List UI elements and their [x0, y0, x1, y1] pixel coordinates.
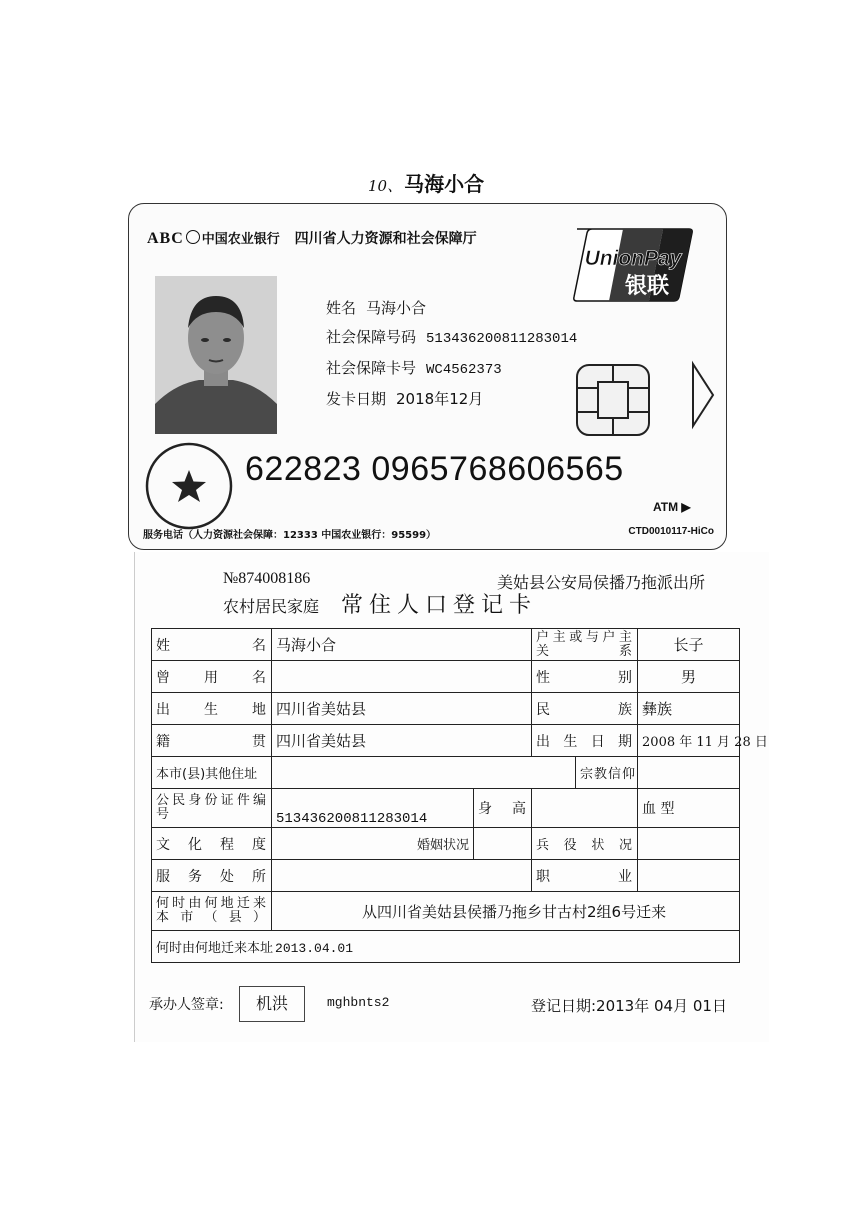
blood-type-label: 血 型	[642, 801, 675, 817]
hukou-serial: №874008186	[223, 570, 311, 587]
moved-address-value: 2013.04.01	[275, 941, 354, 956]
education-label: 文化程度	[152, 828, 272, 860]
native-place-label: 籍 贯	[152, 725, 272, 757]
table-row	[152, 725, 740, 757]
birthplace-value: 四川省美姑县	[272, 693, 532, 725]
card-name-value: 马海小合	[366, 299, 427, 317]
occupation-value	[638, 860, 740, 892]
education-cell	[272, 828, 474, 860]
heading-number: 10、	[368, 177, 403, 195]
sex-label: 性 别	[532, 661, 638, 693]
moved-from-value: 从四川省美姑县侯播乃拖乡甘古村2组6号迁来	[272, 892, 740, 931]
workplace-value	[272, 860, 532, 892]
handler-stamp: 机洪	[239, 986, 305, 1022]
unionpay-logo	[567, 221, 699, 305]
bank-prefix: ABC	[147, 230, 184, 247]
card-cardno-label: 社会保障卡号	[326, 359, 417, 377]
card-issue-label: 发卡日期	[326, 390, 387, 408]
heading-name: 马海小合	[404, 172, 485, 196]
former-name-label: 曾 用 名	[152, 661, 272, 693]
bank-name: 中国农业银行	[201, 232, 280, 247]
relation-value: 长子	[638, 629, 740, 661]
table-row	[152, 789, 740, 828]
service-hotline: 服务电话（人力资源社会保障：12333 中国农业银行：95599）	[143, 530, 437, 541]
insert-arrow-icon	[691, 362, 715, 428]
table-row	[152, 661, 740, 693]
height-value	[532, 789, 638, 828]
name-label: 姓 名	[152, 629, 272, 661]
table-row	[152, 693, 740, 725]
marital-label: 婚姻状况	[416, 838, 469, 853]
other-address-label: 本市(县)其他住址	[152, 757, 272, 789]
chip-icon	[576, 364, 650, 436]
table-row	[152, 629, 740, 661]
former-name-value	[272, 661, 532, 693]
card-issue-row	[326, 385, 577, 414]
handler-label: 承办人签章:	[149, 997, 224, 1013]
height-label: 身 高	[474, 789, 532, 828]
card-code: CTD0010117-HiCo	[628, 526, 714, 537]
atm-label: ATM ▶	[653, 500, 691, 514]
agency-name: 四川省人力资源和社会保障厅	[294, 231, 477, 247]
moved-address-label: 何时由何地迁来本址	[156, 941, 274, 956]
birthdate-label: 出生日期	[532, 725, 638, 757]
table-row	[152, 860, 740, 892]
social-security-card	[128, 203, 727, 550]
birthdate-value: 2008 年 11 月 28 日	[638, 725, 740, 757]
moved-address-cell	[152, 931, 740, 963]
sex-value: 男	[638, 661, 740, 693]
handler-id: mghbnts2	[327, 995, 390, 1010]
abc-logo-icon	[186, 230, 200, 244]
ethnicity-value: 彝族	[638, 693, 740, 725]
card-info	[326, 294, 577, 414]
police-station: 美姑县公安局侯播乃拖派出所	[497, 573, 706, 592]
card-cardno-row	[326, 354, 577, 385]
blood-type-cell	[638, 789, 740, 828]
ethnicity-label: 民 族	[532, 693, 638, 725]
registration-table	[151, 628, 768, 963]
military-value	[638, 828, 740, 860]
moved-from-label: 何时由何地迁来本市（县）	[152, 892, 272, 931]
other-address-value	[272, 757, 576, 789]
registration-date: 登记日期:2013年 04月 01日	[531, 997, 727, 1015]
card-ssn-label: 社会保障号码	[326, 328, 417, 346]
table-row	[152, 757, 740, 789]
holder-photo	[155, 276, 277, 434]
table-row	[152, 931, 740, 963]
household-registration-card	[134, 552, 769, 1042]
card-issue-value: 2018年12月	[396, 390, 484, 408]
unionpay-text: UnionPay	[584, 247, 682, 270]
id-number-label: 公民身份证件编号	[152, 789, 272, 828]
household-type: 农村居民家庭	[223, 597, 320, 616]
relation-label: 户主或与户主关系	[532, 629, 638, 661]
card-ssn-row	[326, 323, 577, 354]
card-name-label: 姓名	[326, 299, 357, 317]
table-row	[152, 892, 740, 931]
native-place-value: 四川省美姑县	[272, 725, 532, 757]
birthplace-label: 出 生 地	[152, 693, 272, 725]
marital-value	[474, 828, 532, 860]
card-cardno-value: WC4562373	[426, 362, 502, 378]
religion-label: 宗教信仰	[576, 757, 638, 789]
hukou-title: 常住人口登记卡	[341, 593, 538, 618]
card-ssn-value: 513436200811283014	[426, 331, 578, 347]
workplace-label: 服务处所	[152, 860, 272, 892]
card-header	[147, 228, 477, 248]
official-seal	[143, 440, 235, 532]
religion-value	[638, 757, 740, 789]
card-name-row	[326, 294, 577, 323]
occupation-label: 职 业	[532, 860, 638, 892]
id-number-value: 513436200811283014	[272, 789, 474, 828]
name-value: 马海小合	[272, 629, 532, 661]
table-row	[152, 828, 740, 860]
page-heading	[368, 168, 484, 197]
yinlian-text: 银联	[624, 274, 670, 299]
military-label: 兵役状况	[532, 828, 638, 860]
card-number: 622823 0965768606565	[245, 450, 624, 488]
